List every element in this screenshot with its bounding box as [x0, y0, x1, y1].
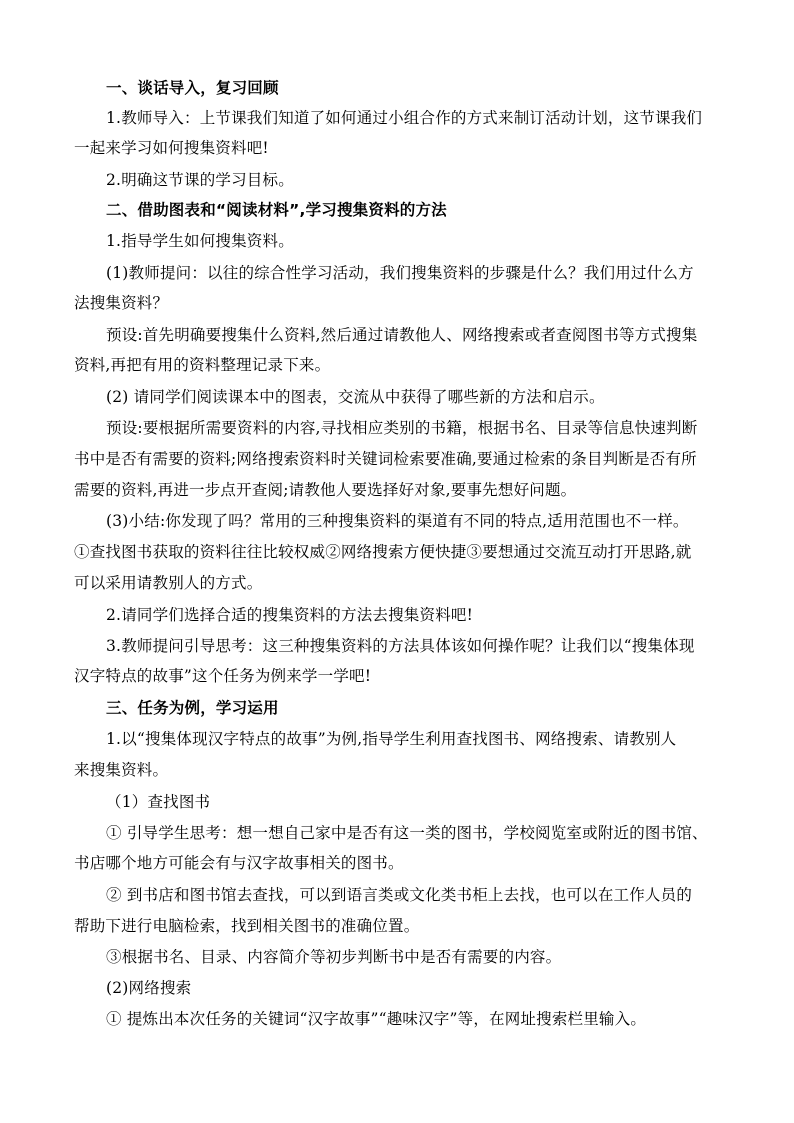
- subheading-line: （1）查找图书: [106, 793, 211, 811]
- paragraph-line: 书店哪个地方可能会有与汉字故事相关的图书。: [74, 854, 404, 872]
- paragraph-line: 1.教师导入：上节课我们知道了如何通过小组合作的方式来制订活动计划，这节课我们: [106, 109, 703, 127]
- paragraph-line: 一起来学习如何搜集资料吧!: [74, 139, 269, 157]
- paragraph-line: ① 提炼出本次任务的关键词“汉字故事”“趣味汉字”等，在网址搜索栏里输入。: [106, 1010, 647, 1028]
- paragraph-line: (1)教师提问：以往的综合性学习活动，我们搜集资料的步骤是什么？我们用过什么方: [106, 264, 694, 282]
- paragraph-line: 资料,再把有用的资料整理记录下来。: [74, 356, 331, 374]
- section-heading-3: 三、任务为例，学习运用: [106, 699, 279, 717]
- paragraph-line: 1.指导学生如何搜集资料。: [106, 232, 294, 250]
- paragraph-line: 汉字特点的故事”这个任务为例来学一学吧!: [74, 667, 372, 685]
- paragraph-line: ①查找图书获取的资料往往比较权威②网络搜索方便快捷③要想通过交流互动打开思路,就: [74, 543, 692, 561]
- section-heading-2: 二、借助图表和“阅读材料”,学习搜集资料的方法: [106, 201, 447, 219]
- paragraph-line: 法搜集资料？: [74, 294, 169, 312]
- paragraph-line: 预设:要根据所需要资料的内容,寻找相应类别的书籍，根据书名、目录等信息快速判断: [106, 419, 698, 437]
- paragraph-line: 3.教师提问引导思考：这三种搜集资料的方法具体该如何操作呢？让我们以“搜集体现: [106, 637, 695, 655]
- paragraph-line: 需要的资料,再进一步点开查阅;请教他人要选择好对象,要事先想好问题。: [74, 481, 577, 499]
- paragraph-line: 2.明确这节课的学习目标。: [106, 171, 294, 189]
- paragraph-line: 预设:首先明确要搜集什么资料,然后通过请教他人、网络搜索或者查阅图书等方式搜集: [106, 326, 698, 344]
- paragraph-line: 书中是否有需要的资料;网络搜索资料时关键词检索要准确,要通过检索的条目判断是否有所: [74, 450, 697, 468]
- paragraph-line: 来搜集资料。: [74, 761, 169, 779]
- paragraph-line: ③根据书名、目录、内容简介等初步判断书中是否有需要的内容。: [106, 948, 562, 966]
- paragraph-line: ① 引导学生思考：想一想自己家中是否有这一类的图书，学校阅览室或附近的图书馆、: [106, 824, 708, 842]
- paragraph-line: ② 到书店和图书馆去查找，可以到语言类或文化类书柜上去找，也可以在工作人员的: [106, 886, 693, 904]
- paragraph-line: 1.以“搜集体现汉字特点的故事”为例,指导学生利用查找图书、网络搜索、请教别人: [106, 730, 677, 748]
- paragraph-line: 2.请同学们选择合适的搜集资料的方法去搜集资料吧!: [106, 606, 474, 624]
- paragraph-line: 可以采用请教别人的方式。: [74, 574, 263, 592]
- section-heading-1: 一、谈话导入，复习回顾: [106, 79, 279, 97]
- subheading-line: (2)网络搜索: [106, 979, 192, 997]
- paragraph-line: 帮助下进行电脑检索，找到相关图书的准确位置。: [74, 917, 420, 935]
- paragraph-line: (3)小结:你发现了吗？常用的三种搜集资料的渠道有不同的特点,适用范围也不一样。: [106, 512, 689, 530]
- paragraph-line: (2) 请同学们阅读课本中的图表，交流从中获得了哪些新的方法和启示。: [106, 388, 605, 406]
